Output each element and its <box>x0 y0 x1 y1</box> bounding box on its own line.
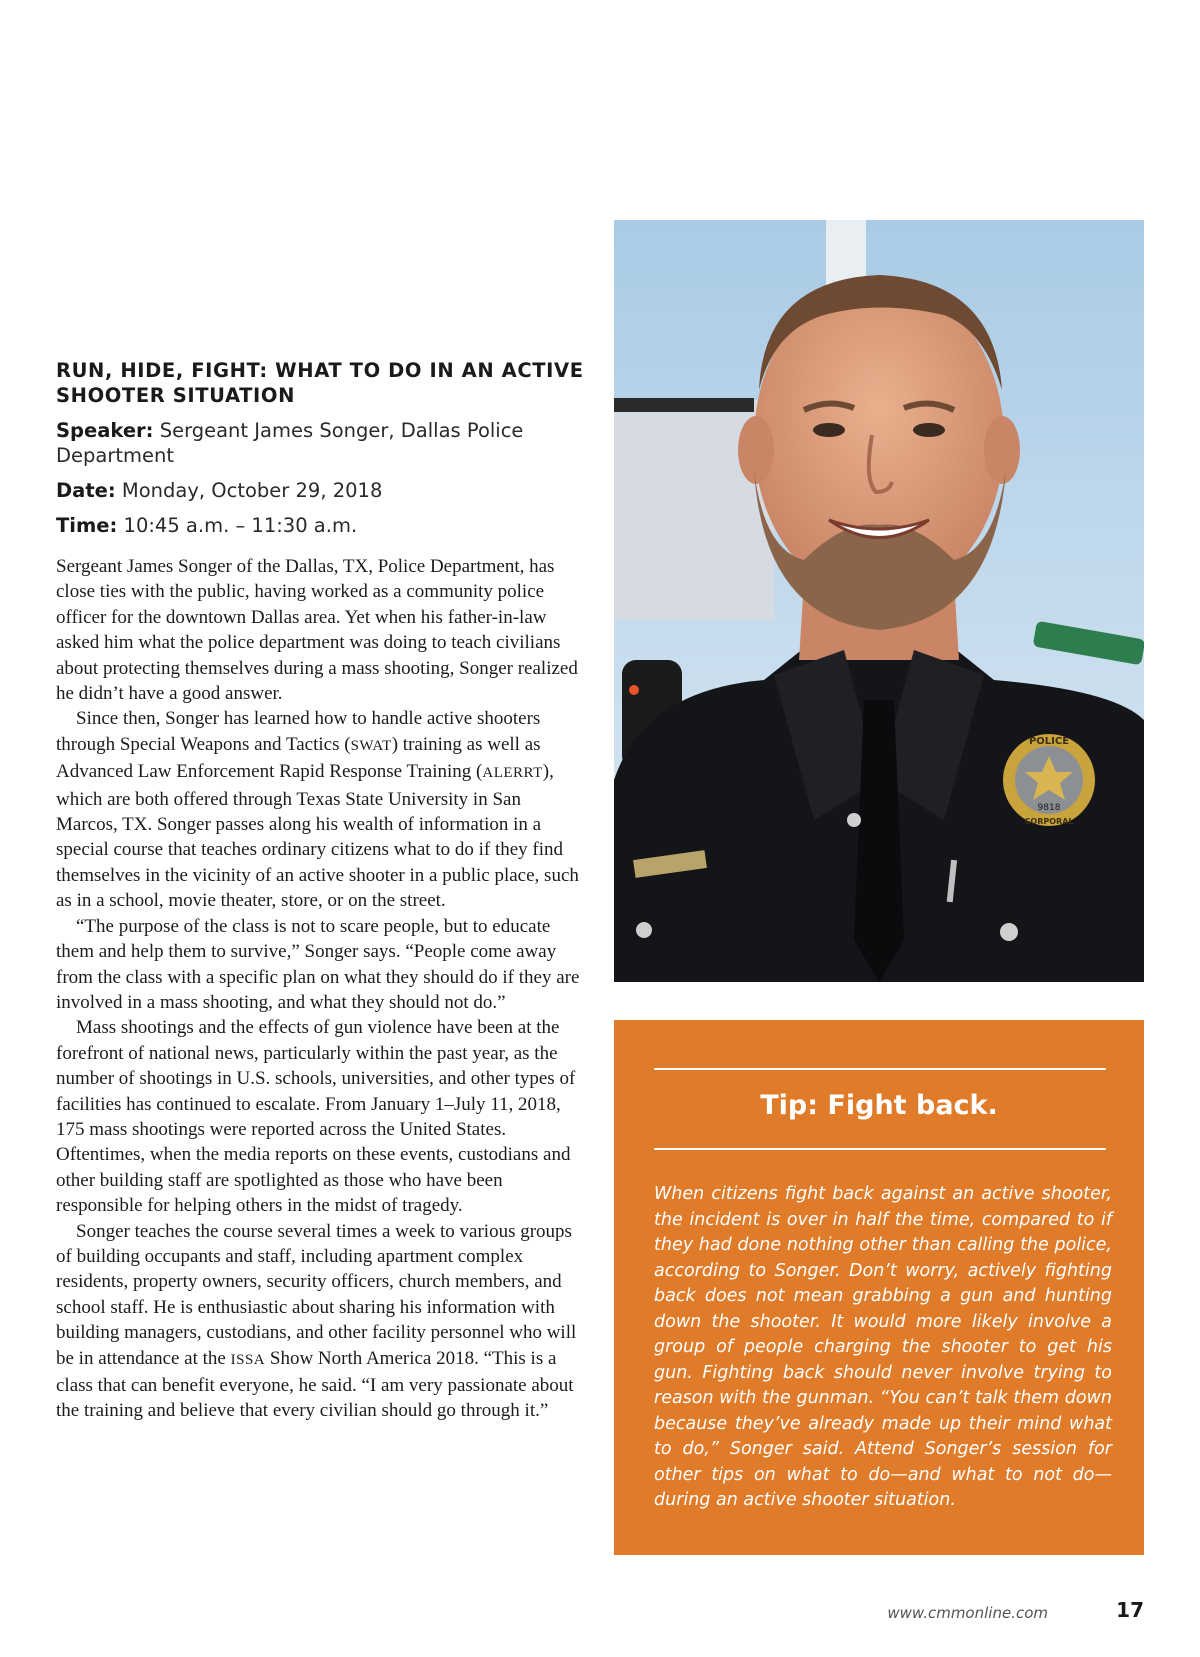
footer-website-url: www.cmmonline.com <box>887 1604 1048 1622</box>
article-body <box>56 554 586 1424</box>
speaker-line <box>56 418 586 468</box>
speaker-value: Sergeant James Songer, Dallas Police Department <box>56 419 524 467</box>
speaker-label: Speaker: <box>56 419 154 442</box>
tip-top-rule <box>654 1068 1106 1070</box>
badge-number-text: 9818 <box>1037 803 1061 813</box>
article-column <box>56 358 586 1424</box>
time-line <box>56 513 586 538</box>
tip-bottom-rule <box>654 1148 1106 1150</box>
officer-portrait-photo <box>614 220 1144 982</box>
badge-rank-text: CORPORAL <box>1024 817 1074 826</box>
badge-top-text: POLICE <box>1028 736 1070 747</box>
time-label: Time: <box>56 514 118 537</box>
uniform-button <box>636 922 652 938</box>
banner-strip <box>614 398 754 412</box>
eye-left <box>813 423 845 437</box>
paragraph-1: Sergeant James Songer of the Dallas, TX, Police Department, has close ties with the public, having worked as a community police officer for the downtown Dallas area. Yet when his father-in-law asked him what the police department was doing to teach civilians about protecting themselves during a mass shooting, Songer realized he didn’t have a good answer. <box>56 556 578 705</box>
date-value: Monday, October 29, 2018 <box>121 479 383 502</box>
time-value: 10:45 a.m. – 11:30 a.m. <box>123 514 358 537</box>
page-number: 17 <box>1116 1598 1144 1622</box>
tip-sidebar <box>614 1020 1144 1555</box>
date-line <box>56 478 586 503</box>
ear-right <box>984 416 1020 484</box>
eye-right <box>913 423 945 437</box>
tip-title: Tip: Fight back. <box>760 1090 998 1121</box>
ear-left <box>738 416 774 484</box>
acronym-issa: ISSA <box>230 1351 266 1368</box>
paragraph-5: Songer teaches the course several times a week to various groups of building occupants and staff, including apartment complex residents, property owners, security officers, church members, and school staff. He is enthusiastic about sharing his information with building managers, custodians, and other facility personnel who will be in attendance at the ISSA Show North America 2018. “This is a class that can benefit everyone, he said. “I am very passionate about the training and believe that every civilian should go through it.” <box>56 1220 577 1422</box>
tip-text: When citizens fight back against an active shooter, the incident is over in half the time, compared to if they had done nothing other than calling the police, according to Songer. Don’t worry, actively fighting back does not mean grabbing a gun and hunting down the shooter. It would more likely involve a group of people charging the shooter to get his gun. Fighting back should never involve trying to reason with the gunman. “You can’t talk them down because they’ve already made up their mind what to do,” Songer said. Attend Songer’s session for other tips on what to do—and what to not do—during an active shooter situation. <box>654 1184 1112 1510</box>
date-label: Date: <box>56 479 116 502</box>
article-headline: RUN, HIDE, FIGHT: WHAT TO DO IN AN ACTIVE SHOOTER SITUATION <box>56 359 584 407</box>
acronym-alerrt: ALERRT <box>482 765 543 782</box>
uniform-button <box>1000 923 1018 941</box>
radio-light <box>629 685 639 695</box>
police-badge <box>1003 734 1095 826</box>
acronym-swat: SWAT <box>350 737 392 754</box>
paragraph-2: Since then, Songer has learned how to handle active shooters through Special Weapons and Tactics (SWAT) training as well as Advanced Law Enforcement Rapid Response Training (ALERRT), which are both offered through Texas State University in San Marcos, TX. Songer passes along his wealth of information in a special course that teaches ordinary citizens what to do if they find themselves in the vicinity of an active shooter in a public place, such as in a school, movie theater, store, or on the street. <box>56 708 579 912</box>
paragraph-4: Mass shootings and the effects of gun violence have been at the forefront of national news, particularly within the past year, as the number of shootings in U.S. schools, universities, and other types of facilities has continued to escalate. From January 1–July 11, 2018, 175 mass shootings were reported across the United States. Oftentimes, when the media reports on these events, custodians and other building staff are spotlighted as those who have been responsible for helping others in the midst of tragedy. <box>56 1017 576 1217</box>
paragraph-3: “The purpose of the class is not to scare people, but to educate them and help them to survive,” Songer says. “People come away from the class with a specific plan on what they should do if they are involved in a mass shooting, and what they should not do.” <box>56 915 580 1013</box>
uniform-button <box>847 813 861 827</box>
